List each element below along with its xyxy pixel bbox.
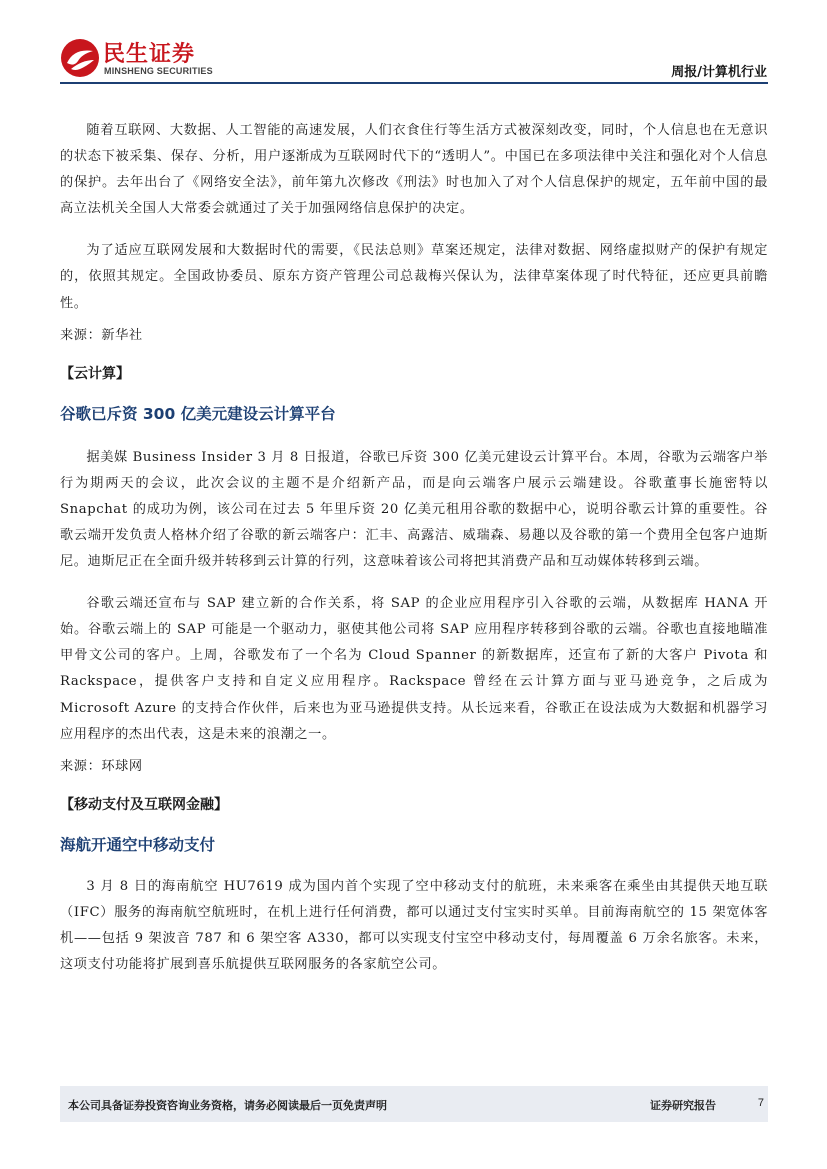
body-paragraph: 随着互联网、大数据、人工智能的高速发展，人们衣食住行等生活方式被深刻改变，同时，个人信息也在无意识的状态下被采集、保存、分析，用户逐渐成为互联网时代下的“透明人”。中国已在多项法律中关注和强化对个人信息的保护。去年出台了《网络安全法》，前年第九次修改《刑法》时也加入了对个人信息保护的规定，五年前中国的最高立法机关全国人大常委会就通过了关于加强网络信息保护的决定。 [60,123,768,217]
body-paragraph: 3 月 8 日的海南航空 HU7619 成为国内首个实现了空中移动支付的航班，未来乘客在乘坐由其提供天地互联（IFC）服务的海南航空航班时，在机上进行任何消费，都可以通过支付宝实时买单。目前海南航空的 15 架宽体客机——包括 9 架波音 787 和 6 架空客 A330，都可以实现支付宝空中移动支付，每周覆盖 6 万余名旅客。未来，这项支付功能将扩展到喜乐航提供互联网服务的各家航空公司。 [60,878,768,972]
body-paragraph: 为了适应互联网发展和大数据时代的需要，《民法总则》草案还规定，法律对数据、网络虚拟财产的保护有规定的，依照其规定。全国政协委员、原东方资产管理公司总裁梅兴保认为，法律草案体现了时代特征，还应更具前瞻性。 [60,243,768,311]
page-number: 7 [757,1097,764,1109]
footer-disclaimer: 本公司具备证券投资咨询业务资格，请务必阅读最后一页免责声明 [68,1099,387,1112]
minsheng-logo-icon [60,38,100,78]
body-paragraph: 谷歌云端还宣布与 SAP 建立新的合作关系，将 SAP 的企业应用程序引入谷歌的云端，从数据库 HANA 开始。谷歌云端上的 SAP 可能是一个驱动力，驱使其他公司将 SAP 应用程序转移到谷歌的云端。谷歌也直接地瞄准甲骨文公司的客户。上周，谷歌发布了一个名为 Cloud Spanner 的新数据库，还宣布了新的大客户 Pivota 和 Rackspace，提供客户支持和自定义应用程序。Rackspace 曾经在云计算方面与亚马逊竞争，之后成为 Microsoft Azure 的支持合作伙伴，后来也为亚马逊提供支持。从长远来看，谷歌正在设法成为大数据和机器学习应用程序的杰出代表，这是未来的浪潮之一。 [60,596,768,742]
page-body [60,118,768,978]
article-headline: 谷歌已斥资 300 亿美元建设云计算平台 [60,404,336,423]
brand-name: 民生证券 [103,42,196,67]
section-label-payment: 【移动支付及互联网金融】 [60,796,228,813]
source-note: 来源：新华社 [60,327,143,343]
page-footer [60,1086,768,1122]
brand-name-english: MINSHENG SECURITIES [104,66,213,76]
body-paragraph: 据美媒 Business Insider 3 月 8 日报道，谷歌已斥资 300 亿美元建设云计算平台。本周，谷歌为云端客户举行为期两天的会议，此次会议的主题不是介绍新产品，而是向云端客户展示云端建设。谷歌董事长施密特以 Snapchat 的成功为例，该公司在过去 5 年里斥资 20 亿美元租用谷歌的数据中心，说明谷歌云计算的重要性。谷歌云端开发负责人格林介绍了谷歌的新云端客户：汇丰、高露洁、威瑞森、易趣以及谷歌的第一个费用全包客户迪斯尼。迪斯尼正在全面升级并转移到云计算的行列，这意味着该公司将把其消费产品和互动媒体转移到云端。 [60,449,768,570]
report-type: 周报/计算机行业 [671,65,767,80]
source-note: 来源：环球网 [60,758,143,774]
page-header [0,0,827,84]
article-headline: 海航开通空中移动支付 [60,835,216,854]
header-divider [60,82,768,84]
footer-doc-type: 证券研究报告 [650,1099,716,1112]
section-label-cloud: 【云计算】 [60,365,130,382]
